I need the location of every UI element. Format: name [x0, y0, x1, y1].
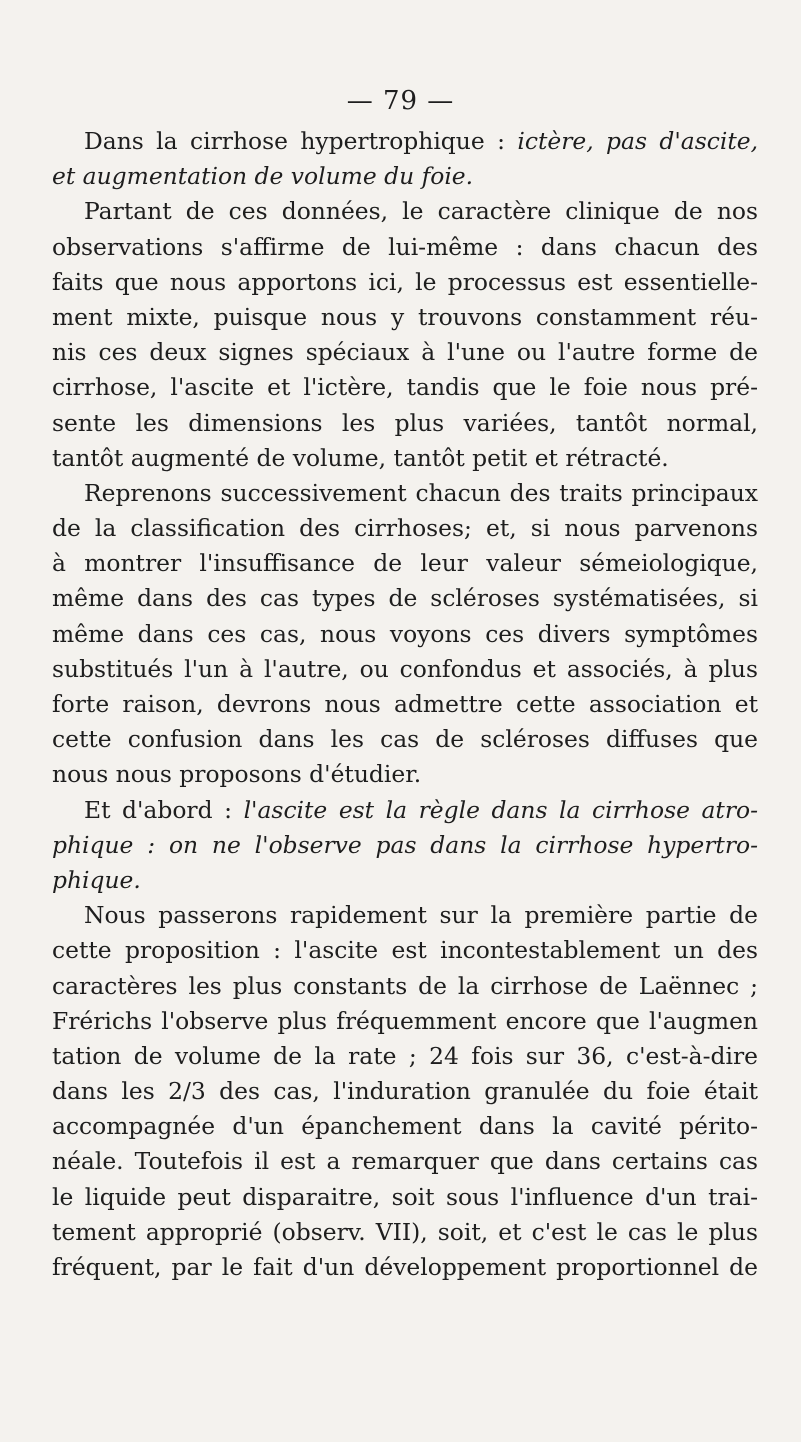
- text-segment: accompagnée d'un épanchement dans la cavité périto-: [52, 1112, 758, 1141]
- text-line: [52, 1109, 758, 1144]
- text-segment: cirrhose, l'ascite et l'ictère, tandis que le foie nous pré-: [52, 373, 758, 402]
- text-line: [52, 1074, 758, 1109]
- text-line: [52, 300, 758, 335]
- text-segment: néale. Toutefois il est a remarquer que dans certains cas: [52, 1147, 758, 1176]
- text-line: [52, 898, 758, 933]
- text-segment: ment mixte, puisque nous y trouvons constamment réu-: [52, 302, 758, 331]
- text-line: [52, 863, 758, 898]
- text-segment: fréquent, par le fait d'un développement proportionnel de: [52, 1253, 758, 1281]
- italic-text: et augmentation de volume du foie.: [52, 162, 474, 191]
- text-segment: Frérichs l'observe plus fréquemment encore que l'augmen: [52, 1006, 758, 1035]
- text-line: [52, 1215, 758, 1250]
- text-line: [52, 793, 758, 828]
- text-line: [52, 652, 758, 687]
- text-line: [52, 406, 758, 441]
- text-line: [52, 581, 758, 616]
- text-segment: Dans la cirrhose hypertrophique :: [84, 127, 518, 155]
- text-line: [52, 1144, 758, 1179]
- text-line: [52, 476, 758, 511]
- text-segment: tation de volume de la rate ; 24 fois sur 36, c'est-à-dire: [52, 1041, 758, 1070]
- italic-text: phique : on ne l'observe pas dans la cirrhose hypertro-: [52, 830, 758, 859]
- italic-text: phique.: [52, 865, 141, 894]
- text-segment: nous nous proposons d'étudier.: [52, 760, 422, 789]
- text-segment: cette proposition : l'ascite est incontestablement un des: [52, 936, 758, 965]
- text-segment: tement approprié (observ. VII), soit, et c'est le cas le plus: [52, 1217, 758, 1246]
- text-segment: Partant de ces données, le caractère clinique de nos: [84, 197, 758, 226]
- text-line: [52, 933, 758, 968]
- text-segment: de la classification des cirrhoses; et, si nous parvenons: [52, 514, 758, 543]
- text-line: [52, 511, 758, 546]
- text-segment: Reprenons successivement chacun des traits principaux: [84, 478, 758, 507]
- text-line: [52, 546, 758, 581]
- text-line: [52, 828, 758, 863]
- text-line: [52, 159, 758, 194]
- text-segment: Et d'abord :: [84, 795, 244, 824]
- text-line: [52, 441, 758, 476]
- text-segment: forte raison, devrons nous admettre cette association et: [52, 690, 758, 718]
- text-line: [52, 722, 758, 757]
- text-line: [52, 757, 758, 792]
- text-segment: à montrer l'insuffisance de leur valeur sémeiologique,: [52, 549, 758, 578]
- text-line: [52, 1250, 758, 1285]
- text-line: [52, 265, 758, 300]
- text-segment: même dans ces cas, nous voyons ces divers symptômes: [52, 619, 758, 648]
- text-line: [52, 335, 758, 370]
- text-segment: tantôt augmenté de volume, tantôt petit et rétracté.: [52, 443, 669, 472]
- text-line: [52, 370, 758, 405]
- text-segment: substitués l'un à l'autre, ou confondus et associés, à plus: [52, 654, 758, 683]
- body-text: [52, 124, 758, 1285]
- text-line: [52, 1039, 758, 1074]
- text-line: [52, 617, 758, 652]
- italic-text: l'ascite est la règle dans la cirrhose atro-: [243, 795, 758, 824]
- text-segment: faits que nous apportons ici, le processus est essentielle-: [52, 267, 758, 296]
- italic-text: ictère, pas d'ascite,: [517, 127, 758, 155]
- text-segment: caractères les plus constants de la cirrhose de Laënnec ;: [52, 971, 758, 1000]
- text-segment: dans les 2/3 des cas, l'induration granulée du foie était: [52, 1077, 758, 1106]
- text-segment: le liquide peut disparaitre, soit sous l'influence d'un trai-: [52, 1182, 758, 1211]
- text-segment: sente les dimensions les plus variées, tantôt normal,: [52, 408, 758, 437]
- text-segment: cette confusion dans les cas de scléroses diffuses que: [52, 725, 758, 754]
- text-segment: observations s'affirme de lui-même : dans chacun des: [52, 232, 758, 261]
- text-line: [52, 1004, 758, 1039]
- text-line: [52, 230, 758, 265]
- text-segment: nis ces deux signes spéciaux à l'une ou l'autre forme de: [52, 338, 758, 367]
- text-line: [52, 124, 758, 159]
- text-line: [52, 687, 758, 722]
- text-line: [52, 969, 758, 1004]
- page-number: — 79 —: [346, 86, 455, 116]
- text-line: [52, 194, 758, 229]
- text-segment: Nous passerons rapidement sur la première partie de: [84, 901, 758, 930]
- text-line: [52, 1180, 758, 1215]
- text-segment: même dans des cas types de scléroses systématisées, si: [52, 584, 758, 613]
